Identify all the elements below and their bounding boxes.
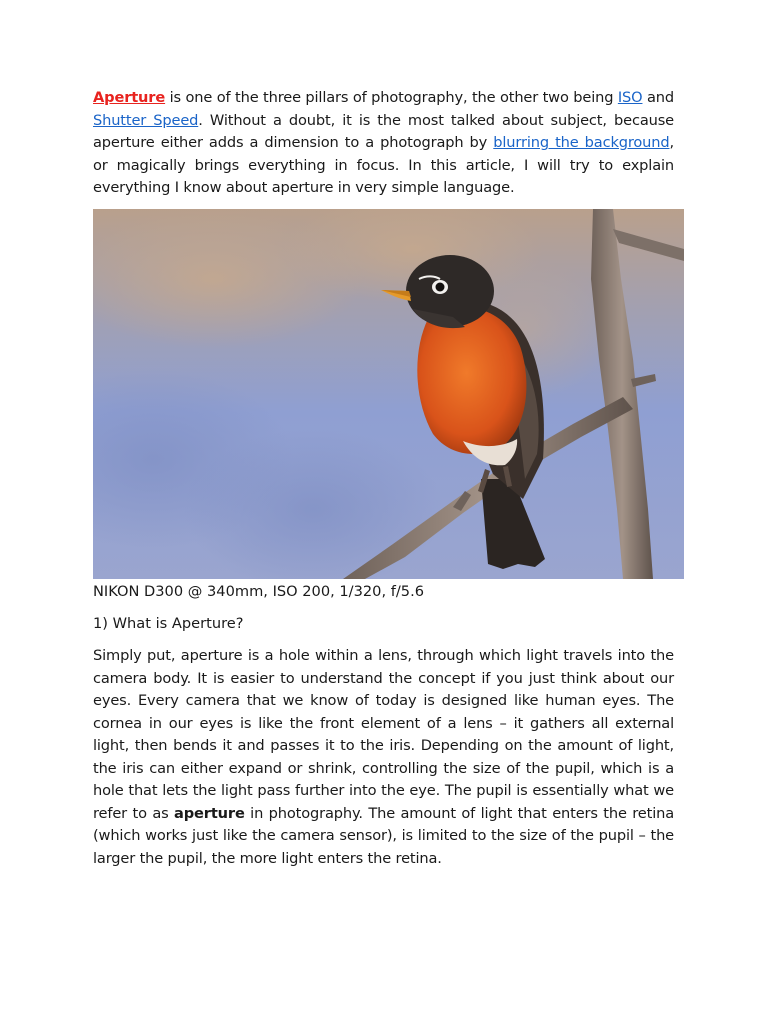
body-text-1: Simply put, aperture is a hole within a lens, through which light travels into the camera body. It is easier to understand the concept if you just think about our eyes. Every camera that we know of today is designed like human eyes. The cornea in our eyes is like the front element of a lens – it gathers all external light, then bends it and passes it to the iris. Depending on the amount of light, the iris can either expand or shrink, controlling the size of the pupil, which is a hole that lets the light pass further into the eye. The pupil is essentially what we refer to as <box>93 647 674 822</box>
section-heading: 1) What is Aperture? <box>93 615 244 632</box>
robin-illustration <box>93 209 684 579</box>
robin-photo <box>93 209 684 579</box>
shutter-speed-link[interactable]: Shutter Speed <box>93 111 199 129</box>
body-paragraph <box>93 645 674 870</box>
iso-link[interactable]: ISO <box>617 89 643 106</box>
body-text-2: in photography. The amount of light that enters the retina (which works just like the camera sensor), is limited to the size of the pupil – the larger the pupil, the more light enters the retina. <box>93 804 674 867</box>
aperture-link[interactable]: Aperture <box>93 89 166 106</box>
blurring-background-link[interactable]: blurring the background <box>493 134 670 151</box>
intro-text-1: is one of the three pillars of photography, the other two being <box>165 89 618 106</box>
intro-text-3: . Without a doubt, it is the most talked about subject, because aperture either adds a dimension to a photograph by <box>93 111 674 151</box>
intro-text-2: and <box>642 89 674 106</box>
intro-text-4: , or magically brings everything in focus. In this article, I will try to explain everything I know about aperture in very simple language. <box>93 134 674 196</box>
intro-paragraph <box>93 87 674 200</box>
aperture-bold: aperture <box>174 804 245 822</box>
photo-caption: NIKON D300 @ 340mm, ISO 200, 1/320, f/5.6 <box>93 583 424 600</box>
